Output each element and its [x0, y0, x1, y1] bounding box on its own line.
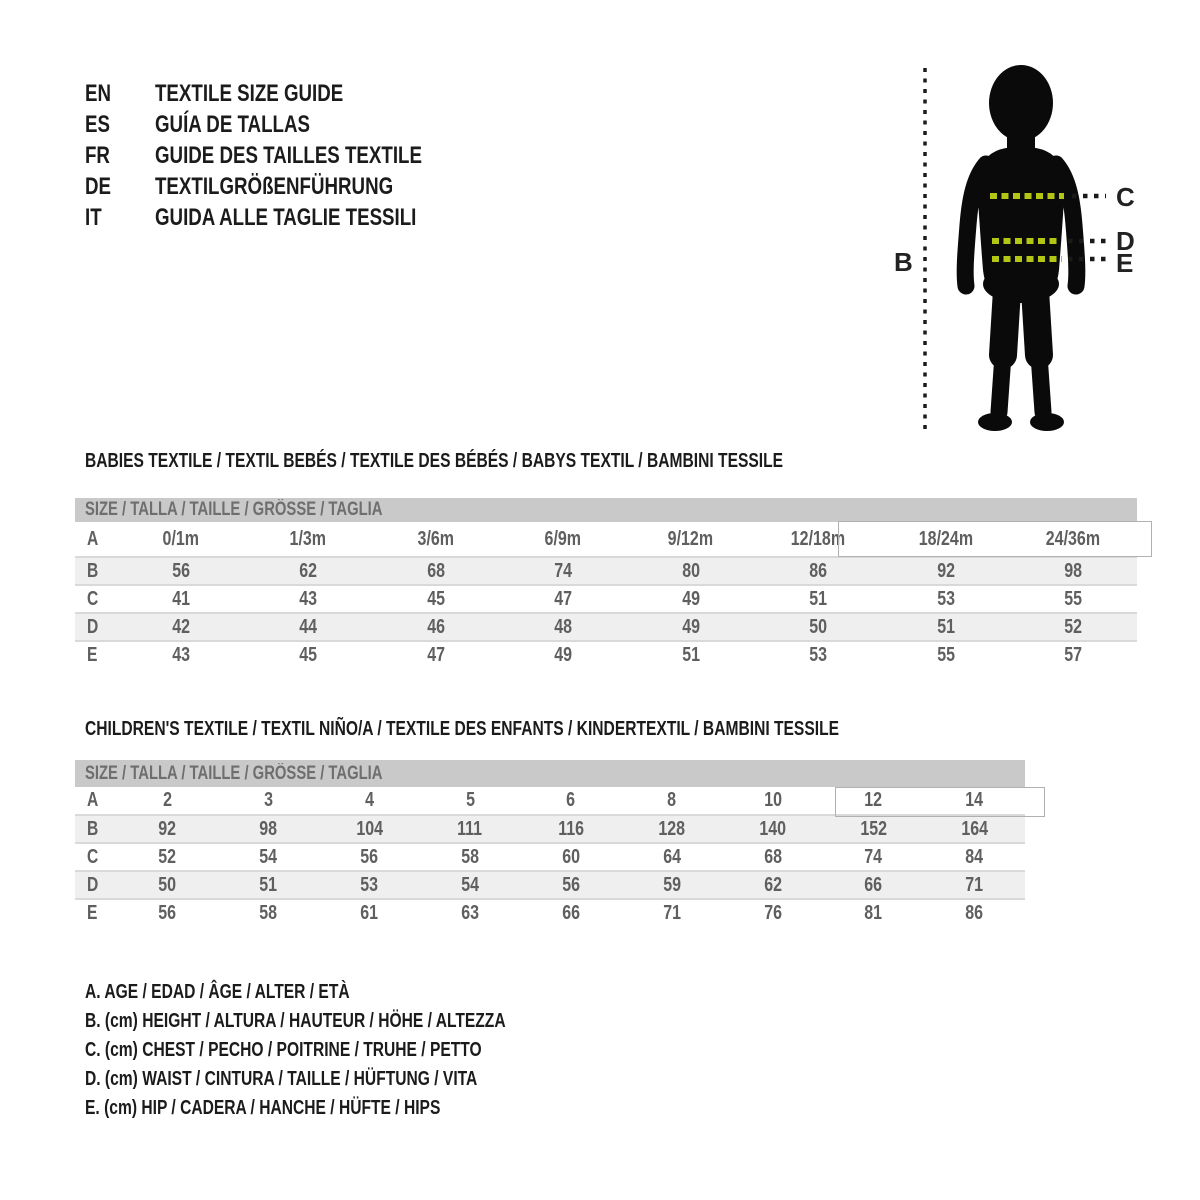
size-value-cell: 51	[936, 615, 955, 638]
row-label: C	[87, 845, 99, 868]
child-silhouette-diagram	[860, 40, 1200, 460]
language-code: DE	[85, 172, 112, 200]
row-label: C	[87, 587, 99, 610]
size-value-cell: 56	[171, 559, 190, 582]
size-value-cell: 48	[554, 615, 573, 638]
children-heading-text: CHILDREN'S TEXTILE / TEXTIL NIÑO/A / TEXTILE DES ENFANTS / KINDERTEXTIL / BAMBINI TESSILE	[85, 718, 840, 740]
size-value-cell: 47	[426, 644, 445, 666]
size-value-cell: 55	[1064, 587, 1083, 610]
language-row-fr	[85, 140, 497, 171]
size-value-cell: 1/3m	[290, 527, 327, 550]
children-size-header-bar	[75, 760, 1025, 787]
table-row-b	[75, 815, 1025, 843]
size-value-cell: 43	[171, 644, 190, 666]
size-value-cell: 74	[864, 845, 883, 868]
table-row-d	[75, 613, 1137, 641]
size-value-cell: 59	[662, 873, 681, 896]
size-value-cell: 55	[936, 644, 955, 666]
table-row-a	[75, 787, 1025, 815]
size-value-cell: 81	[864, 902, 883, 924]
size-value-cell: 5	[465, 789, 475, 811]
measurement-figure	[860, 40, 1200, 460]
table-row-e	[75, 899, 1025, 927]
table-row-b	[75, 557, 1137, 585]
legend-row-b: B. (cm) HEIGHT / ALTURA / HAUTEUR / HÖHE / ALTEZZA	[85, 1010, 506, 1032]
size-value-cell: 54	[461, 873, 479, 896]
size-value-cell: 92	[936, 559, 955, 582]
size-value-cell: 12	[864, 789, 883, 811]
legend-row-e: E. (cm) HIP / CADERA / HANCHE / HÜFTE / HIPS	[85, 1097, 441, 1119]
size-value-cell: 98	[259, 817, 278, 840]
size-value-cell: 66	[562, 902, 580, 924]
size-value-cell: 8	[667, 789, 677, 811]
size-value-cell: 86	[809, 559, 828, 582]
language-code: IT	[85, 203, 102, 231]
size-value-cell: 104	[355, 817, 383, 840]
size-value-cell: 45	[426, 587, 445, 610]
language-title: TEXTILGRÖßENFÜHRUNG	[155, 172, 394, 200]
size-value-cell: 49	[681, 615, 700, 638]
size-value-cell: 46	[426, 615, 445, 638]
row-label: A	[87, 527, 99, 550]
size-value-cell: 51	[681, 644, 700, 666]
size-value-cell: 0/1m	[162, 527, 199, 550]
height-label: B	[894, 247, 913, 277]
legend-row-c: C. (cm) CHEST / PECHO / POITRINE / TRUHE / PETTO	[85, 1039, 482, 1061]
language-title-list	[85, 78, 497, 233]
size-value-cell: 56	[562, 873, 580, 896]
babies-heading-text: BABIES TEXTILE / TEXTIL BEBÉS / TEXTILE DES BÉBÉS / BABYS TEXTIL / BAMBINI TESSILE	[85, 450, 784, 472]
size-value-cell: 49	[681, 587, 700, 610]
size-value-cell: 58	[259, 902, 278, 924]
size-value-cell: 50	[158, 873, 177, 896]
row-label: B	[87, 817, 99, 840]
language-code: EN	[85, 79, 112, 107]
size-value-cell: 98	[1064, 559, 1083, 582]
babies-size-table	[75, 498, 1137, 669]
size-value-cell: 6/9m	[545, 527, 582, 550]
language-code: FR	[85, 141, 110, 169]
size-value-cell: 84	[965, 845, 984, 868]
child-silhouette	[978, 65, 1064, 303]
language-row-de	[85, 171, 497, 202]
size-value-cell: 53	[936, 587, 955, 610]
size-value-cell: 54	[259, 845, 278, 868]
size-value-cell: 45	[299, 644, 318, 666]
size-value-cell: 56	[158, 902, 177, 924]
size-value-cell: 68	[763, 845, 782, 868]
babies-size-header-text: SIZE / TALLA / TAILLE / GRÖSSE / TAGLIA	[85, 499, 383, 520]
size-value-cell: 111	[457, 817, 483, 840]
size-value-cell: 66	[864, 873, 883, 896]
row-label: E	[87, 902, 98, 924]
size-value-cell: 56	[360, 845, 379, 868]
size-value-cell: 64	[662, 845, 681, 868]
size-value-cell: 53	[809, 644, 828, 666]
size-value-cell: 62	[299, 559, 318, 582]
size-value-cell: 76	[763, 902, 782, 924]
size-value-cell: 49	[554, 644, 573, 666]
table-row-c	[75, 585, 1137, 613]
size-value-cell: 2	[162, 789, 172, 811]
size-value-cell: 58	[461, 845, 479, 868]
measurement-legend	[85, 978, 624, 1123]
row-label: E	[87, 644, 98, 666]
language-code: ES	[85, 110, 110, 138]
size-value-cell: 52	[1064, 615, 1083, 638]
language-row-es	[85, 109, 497, 140]
size-value-cell: 51	[809, 587, 828, 610]
size-value-cell: 52	[158, 845, 177, 868]
size-value-cell: 92	[158, 817, 177, 840]
children-size-table	[75, 760, 1025, 927]
size-value-cell: 71	[662, 902, 681, 924]
language-title: GUIDE DES TAILLES TEXTILE	[155, 141, 422, 169]
legend-row-a: A. AGE / EDAD / ÂGE / ALTER / ETÀ	[85, 981, 350, 1003]
size-value-cell: 9/12m	[668, 527, 714, 550]
row-label: D	[87, 873, 99, 896]
size-value-cell: 74	[554, 559, 573, 582]
size-value-cell: 128	[658, 817, 686, 840]
size-value-cell: 6	[566, 789, 576, 811]
size-value-cell: 71	[965, 873, 984, 896]
size-value-cell: 3/6m	[417, 527, 454, 550]
size-value-cell: 43	[299, 587, 318, 610]
size-value-cell: 18/24m	[918, 527, 973, 550]
size-value-cell: 12/18m	[791, 527, 846, 550]
size-value-cell: 68	[426, 559, 445, 582]
size-value-cell: 164	[961, 817, 988, 840]
size-value-cell: 53	[360, 873, 379, 896]
size-value-cell: 51	[259, 873, 278, 896]
chest-label: C	[1116, 182, 1135, 212]
language-row-it	[85, 202, 497, 233]
size-value-cell: 47	[554, 587, 573, 610]
language-row-en	[85, 78, 497, 109]
row-label: B	[87, 559, 99, 582]
size-value-cell: 57	[1064, 644, 1083, 666]
size-value-cell: 63	[461, 902, 479, 924]
size-value-cell: 10	[763, 789, 782, 811]
legend-row-d: D. (cm) WAIST / CINTURA / TAILLE / HÜFTUNG / VITA	[85, 1068, 478, 1090]
size-value-cell: 152	[860, 817, 887, 840]
size-value-cell: 4	[364, 789, 374, 811]
size-value-cell: 44	[299, 615, 318, 638]
size-value-cell: 116	[558, 817, 584, 840]
table-row-e	[75, 641, 1137, 669]
language-title: GUÍA DE TALLAS	[155, 110, 310, 138]
table-row-c	[75, 843, 1025, 871]
table-row-a	[75, 522, 1137, 557]
babies-size-header-bar	[75, 498, 1137, 522]
size-value-cell: 80	[681, 559, 700, 582]
table-row-d	[75, 871, 1025, 899]
language-title: GUIDA ALLE TAGLIE TESSILI	[155, 203, 417, 231]
size-value-cell: 41	[171, 587, 190, 610]
language-title: TEXTILE SIZE GUIDE	[155, 79, 344, 107]
hip-label: E	[1116, 248, 1134, 278]
size-value-cell: 62	[763, 873, 782, 896]
size-value-cell: 14	[965, 789, 984, 811]
row-label: A	[87, 789, 99, 811]
children-section-heading	[85, 718, 1052, 741]
size-value-cell: 42	[171, 615, 190, 638]
row-label: D	[87, 615, 99, 638]
size-value-cell: 60	[562, 845, 580, 868]
child-feet	[978, 413, 1064, 431]
size-value-cell: 86	[965, 902, 984, 924]
size-value-cell: 61	[360, 902, 379, 924]
size-value-cell: 24/36m	[1046, 527, 1101, 550]
children-size-header-text: SIZE / TALLA / TAILLE / GRÖSSE / TAGLIA	[85, 762, 383, 784]
babies-section-heading	[85, 450, 980, 473]
size-value-cell: 50	[809, 615, 828, 638]
babies-table-grid	[75, 522, 1137, 669]
waist-label: D	[1116, 226, 1135, 256]
children-table-grid	[75, 787, 1025, 927]
size-value-cell: 3	[263, 789, 273, 811]
size-value-cell: 140	[759, 817, 787, 840]
